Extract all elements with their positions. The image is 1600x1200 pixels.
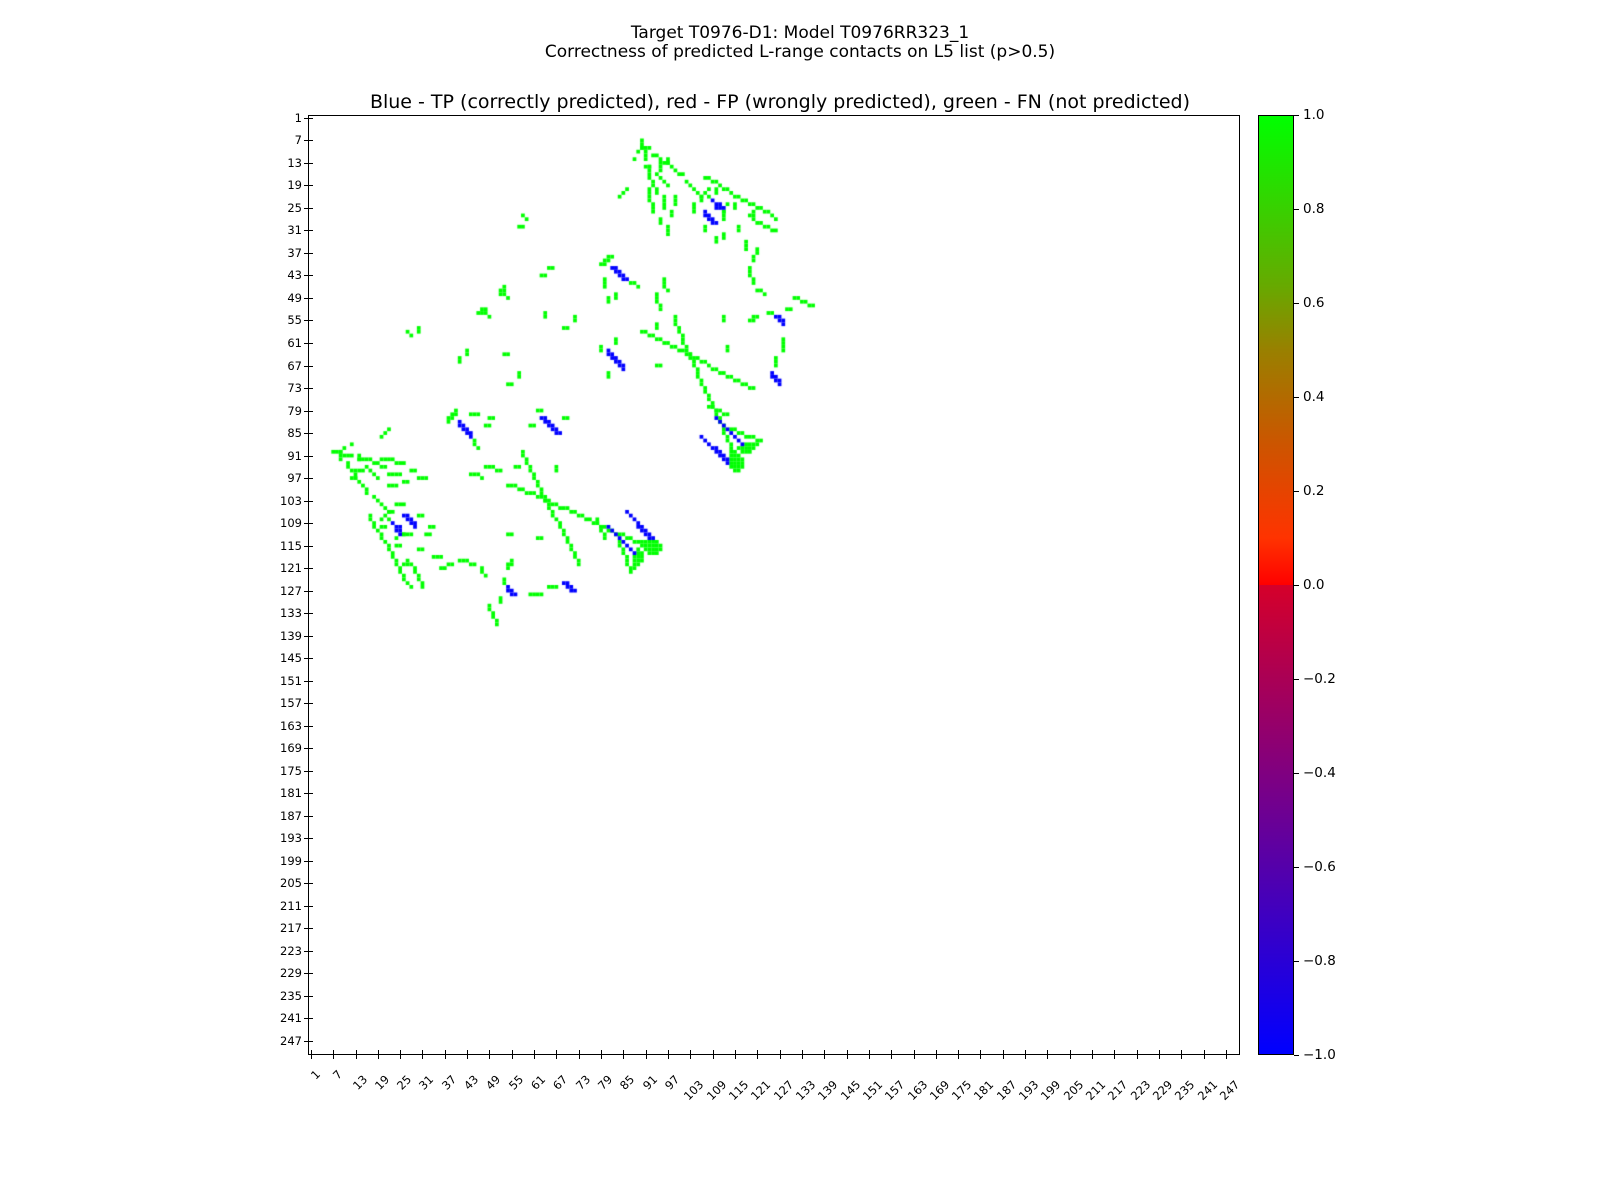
contact-map-heatmap bbox=[309, 116, 1239, 1054]
y-tick-mark-inner bbox=[309, 928, 313, 929]
x-tick-mark bbox=[757, 1054, 758, 1059]
y-tick-mark-inner bbox=[309, 861, 313, 862]
colorbar-tick-mark bbox=[1294, 679, 1299, 680]
x-tick-mark bbox=[422, 1054, 423, 1059]
x-tick-mark-inner bbox=[936, 1050, 937, 1054]
x-tick-mark bbox=[378, 1054, 379, 1059]
x-tick-label-text: 109 bbox=[703, 1077, 729, 1103]
y-tick-mark-inner bbox=[309, 230, 313, 231]
colorbar-tick-inner bbox=[1258, 867, 1294, 868]
colorbar-tick-mark bbox=[1294, 397, 1299, 398]
x-tick-mark bbox=[847, 1054, 848, 1059]
y-tick-label: 103 bbox=[280, 493, 302, 508]
x-tick-mark-inner bbox=[601, 1050, 602, 1054]
y-tick-label: 247 bbox=[280, 1033, 302, 1048]
colorbar-tick-label: −0.6 bbox=[1303, 859, 1336, 875]
x-tick-label-text: 145 bbox=[837, 1077, 863, 1103]
y-tick-mark-inner bbox=[309, 298, 313, 299]
x-tick-mark bbox=[512, 1054, 513, 1059]
y-tick-label: 205 bbox=[280, 876, 302, 891]
colorbar-tick-mark bbox=[1294, 1055, 1299, 1056]
x-tick-label-text: 37 bbox=[438, 1072, 459, 1093]
x-tick-mark bbox=[735, 1054, 736, 1059]
colorbar-tick-inner bbox=[1258, 209, 1294, 210]
y-tick-mark-inner bbox=[309, 951, 313, 952]
x-tick-mark bbox=[601, 1054, 602, 1059]
colorbar-tick-label: −0.8 bbox=[1303, 953, 1336, 969]
y-tick-label: 187 bbox=[280, 808, 302, 823]
y-tick-label: 61 bbox=[287, 335, 302, 350]
y-tick-mark-inner bbox=[309, 343, 313, 344]
y-tick-label: 109 bbox=[280, 516, 302, 531]
y-tick-mark-inner bbox=[309, 703, 313, 704]
y-tick-label: 91 bbox=[287, 448, 302, 463]
y-tick-mark-inner bbox=[309, 501, 313, 502]
colorbar-tick-mark bbox=[1294, 209, 1299, 210]
y-tick-mark-inner bbox=[309, 883, 313, 884]
x-tick-mark bbox=[623, 1054, 624, 1059]
x-tick-mark-inner bbox=[847, 1050, 848, 1054]
x-tick-mark bbox=[802, 1054, 803, 1059]
colorbar-tick-label: −0.2 bbox=[1303, 671, 1336, 687]
axes-title-legend: Blue - TP (correctly predicted), red - FP (wrongly predicted), green - FN (not predicted) bbox=[369, 91, 1191, 113]
y-tick-label: 133 bbox=[280, 606, 302, 621]
x-tick-mark-inner bbox=[1025, 1050, 1026, 1054]
x-tick-label-text: 19 bbox=[371, 1072, 393, 1093]
colorbar-tick-label: 1.0 bbox=[1303, 107, 1325, 123]
x-tick-mark bbox=[400, 1054, 401, 1059]
x-tick-label-text: 235 bbox=[1172, 1077, 1198, 1103]
x-tick-mark bbox=[311, 1054, 312, 1059]
colorbar bbox=[1258, 107, 1336, 1063]
x-tick-mark-inner bbox=[1226, 1050, 1227, 1054]
colorbar-tick-label: −0.4 bbox=[1303, 765, 1336, 781]
x-tick-label-text: 1 bbox=[307, 1067, 323, 1083]
y-tick-label: 127 bbox=[280, 583, 302, 598]
x-tick-label-text: 13 bbox=[349, 1072, 370, 1093]
x-tick-mark bbox=[579, 1054, 580, 1059]
y-tick-mark-inner bbox=[309, 275, 313, 276]
x-tick-mark bbox=[690, 1054, 691, 1059]
x-tick-mark-inner bbox=[668, 1050, 669, 1054]
x-tick-mark bbox=[1226, 1054, 1227, 1059]
y-tick-label: 211 bbox=[280, 898, 302, 913]
x-tick-mark-inner bbox=[980, 1050, 981, 1054]
colorbar-tick-inner bbox=[1258, 115, 1294, 116]
x-tick-mark-inner bbox=[735, 1050, 736, 1054]
y-tick-label: 67 bbox=[287, 358, 302, 373]
x-tick-label-text: 55 bbox=[505, 1072, 526, 1093]
colorbar-tick-label: 0.0 bbox=[1303, 577, 1325, 593]
colorbar-tick-mark bbox=[1294, 585, 1299, 586]
y-tick-label: 97 bbox=[287, 471, 302, 486]
x-tick-mark-inner bbox=[1114, 1050, 1115, 1054]
x-tick-mark-inner bbox=[757, 1050, 758, 1054]
x-tick-mark-inner bbox=[802, 1050, 803, 1054]
y-tick-label: 85 bbox=[287, 426, 302, 441]
y-tick-mark-inner bbox=[309, 816, 313, 817]
x-tick-mark-inner bbox=[690, 1050, 691, 1054]
colorbar-tick-label: 0.4 bbox=[1303, 389, 1325, 405]
x-tick-mark bbox=[1025, 1054, 1026, 1059]
x-tick-mark-inner bbox=[914, 1050, 915, 1054]
x-tick-mark bbox=[356, 1054, 357, 1059]
y-tick-mark-inner bbox=[309, 433, 313, 434]
y-tick-mark-inner bbox=[309, 366, 313, 367]
x-tick-mark-inner bbox=[1159, 1050, 1160, 1054]
x-tick-label-text: 73 bbox=[572, 1072, 593, 1093]
x-tick-label bbox=[1216, 1062, 1257, 1103]
x-tick-label-text: 91 bbox=[639, 1072, 660, 1093]
x-tick-mark-inner bbox=[400, 1050, 401, 1054]
y-tick-label: 175 bbox=[280, 763, 302, 778]
colorbar-tick-mark bbox=[1294, 303, 1299, 304]
x-tick-label bbox=[661, 1062, 692, 1093]
x-tick-mark bbox=[891, 1054, 892, 1059]
y-tick-mark-inner bbox=[309, 838, 313, 839]
x-tick-label-text: 163 bbox=[904, 1077, 930, 1103]
y-tick-label: 217 bbox=[280, 921, 302, 936]
y-tick-label: 157 bbox=[280, 696, 302, 711]
x-tick-label-text: 229 bbox=[1149, 1077, 1176, 1103]
x-tick-label-text: 199 bbox=[1038, 1077, 1064, 1103]
colorbar-tick-mark bbox=[1294, 491, 1299, 492]
x-tick-mark bbox=[467, 1054, 468, 1059]
x-tick-mark bbox=[556, 1054, 557, 1059]
x-tick-mark bbox=[1204, 1054, 1205, 1059]
x-tick-mark-inner bbox=[1181, 1050, 1182, 1054]
colorbar-tick-inner bbox=[1258, 397, 1294, 398]
y-tick-mark-inner bbox=[309, 388, 313, 389]
x-tick-label-text: 97 bbox=[661, 1072, 683, 1093]
y-tick-mark-inner bbox=[309, 771, 313, 772]
x-tick-mark-inner bbox=[422, 1050, 423, 1054]
x-tick-mark bbox=[1003, 1054, 1004, 1059]
y-tick-mark-inner bbox=[309, 591, 313, 592]
x-tick-mark bbox=[958, 1054, 959, 1059]
y-tick-mark-inner bbox=[309, 658, 313, 659]
x-tick-mark bbox=[980, 1054, 981, 1059]
x-tick-label-text: 79 bbox=[594, 1072, 616, 1093]
x-tick-mark-inner bbox=[356, 1050, 357, 1054]
y-tick-label: 235 bbox=[280, 988, 302, 1003]
x-tick-mark bbox=[1114, 1054, 1115, 1059]
y-tick-label: 139 bbox=[280, 628, 302, 643]
x-tick-label-text: 133 bbox=[792, 1077, 819, 1103]
y-tick-mark-inner bbox=[309, 523, 313, 524]
x-tick-mark-inner bbox=[824, 1050, 825, 1054]
colorbar-tick-inner bbox=[1258, 1055, 1294, 1056]
x-tick-mark bbox=[646, 1054, 647, 1059]
y-tick-label: 199 bbox=[280, 853, 302, 868]
x-tick-label-text: 217 bbox=[1105, 1077, 1131, 1103]
x-tick-mark-inner bbox=[512, 1050, 513, 1054]
x-tick-label-text: 205 bbox=[1060, 1077, 1087, 1103]
y-tick-mark-inner bbox=[309, 185, 313, 186]
y-tick-mark-inner bbox=[309, 726, 313, 727]
y-tick-label: 73 bbox=[287, 381, 302, 396]
x-tick-mark-inner bbox=[534, 1050, 535, 1054]
colorbar-tick-mark bbox=[1294, 773, 1299, 774]
colorbar-tick-inner bbox=[1258, 491, 1294, 492]
x-tick-mark-inner bbox=[1047, 1050, 1048, 1054]
y-tick-mark-inner bbox=[309, 163, 313, 164]
x-tick-label-text: 85 bbox=[617, 1072, 638, 1093]
y-tick-label: 145 bbox=[280, 651, 302, 666]
x-tick-mark bbox=[1070, 1054, 1071, 1059]
colorbar-tick-label: 0.6 bbox=[1303, 295, 1325, 311]
x-tick-label-text: 139 bbox=[815, 1077, 841, 1103]
y-tick-mark-inner bbox=[309, 793, 313, 794]
x-tick-label-text: 169 bbox=[926, 1077, 953, 1103]
x-tick-label-text: 187 bbox=[993, 1077, 1020, 1103]
y-tick-mark-inner bbox=[309, 568, 313, 569]
y-tick-label: 7 bbox=[294, 133, 302, 148]
y-tick-mark-inner bbox=[309, 1018, 313, 1019]
x-tick-mark bbox=[445, 1054, 446, 1059]
x-tick-mark bbox=[824, 1054, 825, 1059]
x-tick-label-text: 31 bbox=[416, 1072, 437, 1093]
x-tick-mark-inner bbox=[1204, 1050, 1205, 1054]
y-tick-mark-inner bbox=[309, 140, 313, 141]
y-tick-mark-inner bbox=[309, 253, 313, 254]
x-tick-mark bbox=[869, 1054, 870, 1059]
y-tick-mark-inner bbox=[309, 996, 313, 997]
x-tick-mark bbox=[780, 1054, 781, 1059]
x-tick-label-text: 61 bbox=[527, 1072, 549, 1093]
x-tick-mark bbox=[914, 1054, 915, 1059]
x-tick-label-text: 181 bbox=[971, 1077, 997, 1103]
x-tick-label-text: 223 bbox=[1127, 1077, 1154, 1103]
y-tick-label: 19 bbox=[287, 178, 302, 193]
y-tick-mark-inner bbox=[309, 613, 313, 614]
figure-suptitle-line-2: Correctness of predicted L-range contacts on L5 list (p>0.5) bbox=[544, 42, 1056, 62]
x-tick-label-text: 49 bbox=[483, 1072, 504, 1093]
x-tick-mark-inner bbox=[556, 1050, 557, 1054]
colorbar-tick-mark bbox=[1294, 961, 1299, 962]
colorbar-tick-inner bbox=[1258, 303, 1294, 304]
y-tick-mark-inner bbox=[309, 973, 313, 974]
x-tick-label-text: 211 bbox=[1082, 1077, 1109, 1103]
y-tick-label: 55 bbox=[287, 313, 302, 328]
y-tick-label: 1 bbox=[294, 110, 302, 125]
y-tick-mark-inner bbox=[309, 681, 313, 682]
x-tick-label-text: 43 bbox=[461, 1072, 482, 1093]
x-tick-mark-inner bbox=[869, 1050, 870, 1054]
x-tick-label-text: 247 bbox=[1216, 1077, 1243, 1103]
x-tick-label-text: 157 bbox=[882, 1077, 908, 1103]
y-tick-label: 241 bbox=[280, 1011, 302, 1026]
x-tick-mark bbox=[1181, 1054, 1182, 1059]
x-tick-label-text: 127 bbox=[770, 1077, 796, 1103]
y-tick-label: 37 bbox=[287, 245, 302, 260]
y-tick-label: 151 bbox=[280, 673, 302, 688]
x-tick-mark bbox=[936, 1054, 937, 1059]
x-tick-label-text: 175 bbox=[949, 1077, 975, 1103]
x-tick-mark bbox=[333, 1054, 334, 1059]
x-tick-mark bbox=[668, 1054, 669, 1059]
y-tick-mark-inner bbox=[309, 208, 313, 209]
y-tick-mark-inner bbox=[309, 118, 313, 119]
x-tick-label-text: 7 bbox=[330, 1067, 346, 1083]
figure-suptitle-line-1: Target T0976-D1: Model T0976RR323_1 bbox=[630, 23, 970, 43]
colorbar-tick-label: −1.0 bbox=[1303, 1047, 1336, 1063]
x-tick-mark-inner bbox=[489, 1050, 490, 1054]
x-tick-mark-inner bbox=[1070, 1050, 1071, 1054]
x-tick-label bbox=[307, 1062, 328, 1083]
x-tick-mark bbox=[1047, 1054, 1048, 1059]
x-tick-mark-inner bbox=[958, 1050, 959, 1054]
x-tick-label-text: 103 bbox=[681, 1077, 707, 1103]
x-tick-label-text: 115 bbox=[725, 1077, 752, 1103]
y-tick-label: 169 bbox=[280, 741, 302, 756]
colorbar-tick-label: 0.8 bbox=[1303, 201, 1325, 217]
contact-map-plot-area bbox=[280, 110, 1243, 1103]
y-tick-label: 181 bbox=[280, 786, 302, 801]
y-tick-label: 13 bbox=[287, 155, 302, 170]
colorbar-tick-inner bbox=[1258, 961, 1294, 962]
x-tick-mark-inner bbox=[378, 1050, 379, 1054]
y-tick-mark-inner bbox=[309, 906, 313, 907]
colorbar-tick-mark bbox=[1294, 867, 1299, 868]
y-tick-label: 229 bbox=[280, 966, 302, 981]
x-tick-mark-inner bbox=[1137, 1050, 1138, 1054]
x-tick-label-text: 151 bbox=[859, 1077, 886, 1103]
x-tick-label bbox=[330, 1062, 350, 1083]
x-tick-mark bbox=[489, 1054, 490, 1059]
x-tick-mark-inner bbox=[1003, 1050, 1004, 1054]
x-tick-mark-inner bbox=[780, 1050, 781, 1054]
y-tick-mark-inner bbox=[309, 456, 313, 457]
y-tick-label: 43 bbox=[287, 268, 302, 283]
colorbar-tick-inner bbox=[1258, 679, 1294, 680]
y-tick-label: 193 bbox=[280, 831, 302, 846]
colorbar-tick-label: 0.2 bbox=[1303, 483, 1325, 499]
x-tick-mark-inner bbox=[467, 1050, 468, 1054]
y-tick-label: 79 bbox=[287, 403, 302, 418]
x-tick-mark-inner bbox=[891, 1050, 892, 1054]
y-tick-label: 223 bbox=[280, 943, 302, 958]
x-tick-mark-inner bbox=[579, 1050, 580, 1054]
x-tick-mark bbox=[1159, 1054, 1160, 1059]
colorbar-tick-inner bbox=[1258, 773, 1294, 774]
colorbar-tick-inner bbox=[1258, 585, 1294, 586]
x-tick-label-text: 193 bbox=[1016, 1077, 1042, 1103]
y-tick-mark-inner bbox=[309, 748, 313, 749]
x-tick-mark-inner bbox=[646, 1050, 647, 1054]
y-tick-mark-inner bbox=[309, 1041, 313, 1042]
y-tick-label: 115 bbox=[280, 538, 302, 553]
y-tick-mark-inner bbox=[309, 636, 313, 637]
x-tick-label-text: 121 bbox=[748, 1077, 774, 1103]
x-tick-mark-inner bbox=[445, 1050, 446, 1054]
y-tick-label: 49 bbox=[287, 290, 302, 305]
colorbar-tick-mark bbox=[1294, 115, 1299, 116]
x-tick-mark bbox=[534, 1054, 535, 1059]
y-tick-label: 163 bbox=[280, 718, 302, 733]
x-tick-mark bbox=[713, 1054, 714, 1059]
x-tick-label-text: 241 bbox=[1194, 1077, 1220, 1103]
x-tick-mark bbox=[1137, 1054, 1138, 1059]
y-tick-label: 25 bbox=[287, 200, 302, 215]
y-tick-mark-inner bbox=[309, 320, 313, 321]
x-tick-label-text: 25 bbox=[394, 1072, 415, 1093]
x-tick-mark-inner bbox=[333, 1050, 334, 1054]
x-tick-label-text: 67 bbox=[550, 1072, 571, 1093]
y-tick-label: 121 bbox=[280, 561, 302, 576]
y-tick-label: 31 bbox=[287, 223, 302, 238]
x-tick-mark-inner bbox=[623, 1050, 624, 1054]
x-tick-mark-inner bbox=[1092, 1050, 1093, 1054]
x-tick-mark-inner bbox=[311, 1050, 312, 1054]
y-tick-mark-inner bbox=[309, 546, 313, 547]
y-tick-mark-inner bbox=[309, 478, 313, 479]
x-tick-mark-inner bbox=[713, 1050, 714, 1054]
x-tick-mark bbox=[1092, 1054, 1093, 1059]
y-tick-mark-inner bbox=[309, 411, 313, 412]
